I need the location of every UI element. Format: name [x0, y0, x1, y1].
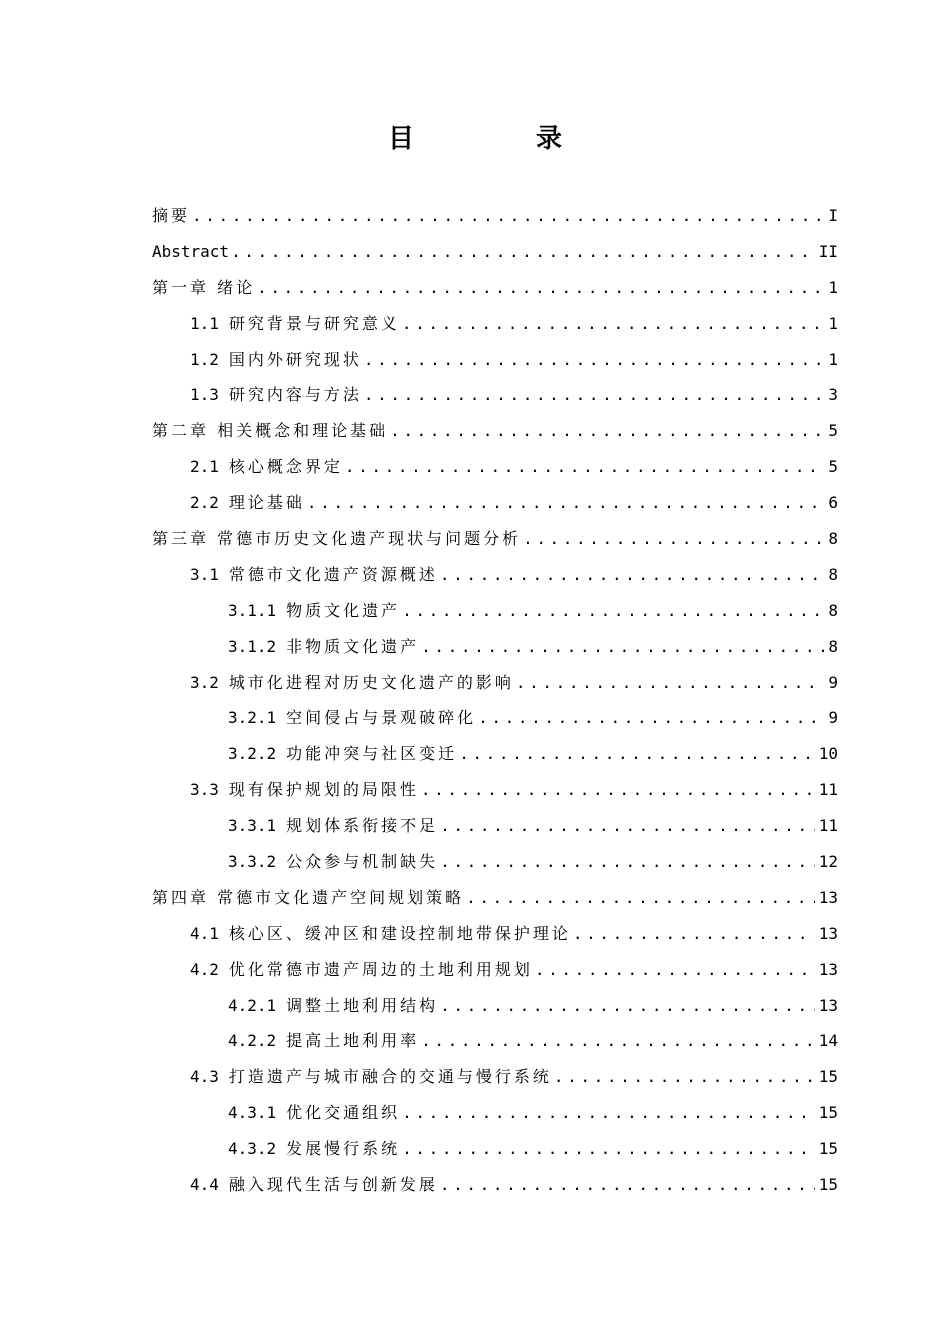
toc-entry[interactable]: [0, 449, 950, 485]
toc-entry-number: 4.3.1: [228, 1103, 277, 1123]
toc-entry-page: 1: [828, 349, 838, 369]
toc-entry-number: 1.3: [190, 385, 219, 405]
toc-entry-title: 物质文化遗产: [286, 600, 401, 620]
toc-entry-page: 9: [828, 672, 838, 692]
toc-entry-title: 摘要: [152, 205, 191, 225]
toc-entry-number: 4.2: [190, 959, 219, 979]
toc-entry-page: 8: [828, 564, 838, 584]
dot-leader: [345, 457, 824, 477]
toc-entry-page: 3: [828, 385, 838, 405]
toc-entry-title: 研究背景与研究意义: [228, 313, 400, 333]
dot-leader: [307, 493, 824, 513]
toc-entry-number: 3.1.2: [228, 636, 277, 656]
toc-entry-page: 8: [828, 600, 838, 620]
toc-entry-number: 3.3.1: [228, 816, 277, 836]
dot-leader: [364, 385, 824, 405]
toc-entry-page: 13: [818, 995, 838, 1015]
toc-entry-number: 3.2.1: [228, 708, 277, 728]
toc-entry-page: 11: [818, 816, 838, 836]
dot-leader: [554, 1067, 815, 1087]
dot-leader: [440, 565, 824, 585]
toc-entry-page: 10: [818, 744, 838, 764]
toc-entry[interactable]: [0, 1023, 950, 1059]
toc-entry[interactable]: [0, 413, 950, 449]
toc-entry[interactable]: [0, 198, 950, 234]
dot-leader: [573, 924, 815, 944]
toc-entry-page: 1: [828, 277, 838, 297]
toc-entry-page: 13: [818, 959, 838, 979]
toc-entry-page: 13: [818, 887, 838, 907]
toc-entry[interactable]: [0, 808, 950, 844]
toc-entry-page: 15: [818, 1103, 838, 1123]
toc-entry-page: 8: [828, 528, 838, 548]
page-title: 目 录: [387, 124, 610, 154]
toc-entry-number: 4.1: [190, 923, 219, 943]
toc-entry-title: 常德市文化遗产资源概述: [228, 564, 438, 584]
dot-leader: [516, 673, 824, 693]
toc-entry-number: 4.4: [190, 1174, 219, 1194]
toc-entry-title: 国内外研究现状: [228, 349, 362, 369]
toc-entry-title: 核心概念界定: [228, 457, 343, 477]
toc-entry-title: Abstract: [152, 241, 230, 261]
dot-leader: [478, 708, 824, 728]
dot-leader: [231, 242, 815, 262]
toc-entry-page: 5: [828, 421, 838, 441]
toc-entry[interactable]: [0, 736, 950, 772]
toc-entry-title: 功能冲突与社区变迁: [286, 744, 458, 764]
toc-entry[interactable]: [0, 988, 950, 1024]
dot-leader: [421, 637, 824, 657]
toc-entry-number: 4.2.2: [228, 1031, 277, 1051]
toc-entry-title: 优化交通组织: [286, 1103, 401, 1123]
toc-entry[interactable]: [0, 772, 950, 808]
toc-entry[interactable]: [0, 1059, 950, 1095]
toc-entry-title: 打造遗产与城市融合的交通与慢行系统: [228, 1067, 552, 1087]
toc-entry[interactable]: [0, 1095, 950, 1131]
toc-entry-title: 核心区、缓冲区和建设控制地带保护理论: [228, 923, 571, 943]
toc-entry-number: 1.1: [190, 313, 219, 333]
toc-entry[interactable]: [0, 916, 950, 952]
toc-entry-page: 15: [818, 1174, 838, 1194]
toc-entry-page: 8: [828, 636, 838, 656]
toc-entry-page: 14: [818, 1031, 838, 1051]
dot-leader: [535, 960, 815, 980]
toc-entry[interactable]: [0, 1131, 950, 1167]
toc-entry[interactable]: [0, 665, 950, 701]
toc-entry-page: I: [828, 205, 838, 225]
toc-entry-title: 非物质文化遗产: [286, 636, 420, 656]
toc-entry[interactable]: [0, 557, 950, 593]
toc-entry-number: 4.2.1: [228, 995, 277, 1015]
dot-leader: [390, 421, 824, 441]
toc-entry[interactable]: [0, 593, 950, 629]
toc-entry-page: 13: [818, 923, 838, 943]
dot-leader: [440, 852, 815, 872]
toc-entry-number: 4.3: [190, 1067, 219, 1087]
toc-entry-title: 空间侵占与景观破碎化: [286, 708, 477, 728]
dot-leader: [402, 314, 824, 334]
toc-entry-title: 理论基础: [228, 493, 305, 513]
dot-leader: [402, 601, 824, 621]
toc-entry-number: 3.1: [190, 564, 219, 584]
toc-entry-title: 融入现代生活与创新发展: [228, 1174, 438, 1194]
toc-entry-title: 规划体系衔接不足: [286, 816, 439, 836]
toc-entry-page: 1: [828, 313, 838, 333]
toc-entry-number: 3.1.1: [228, 600, 277, 620]
toc-entry-page: 11: [818, 780, 838, 800]
dot-leader: [459, 744, 815, 764]
dot-leader: [466, 888, 815, 908]
dot-leader: [257, 278, 824, 298]
toc-entry-title: 第二章 相关概念和理论基础: [152, 421, 389, 441]
toc-entry[interactable]: [0, 880, 950, 916]
toc-entry-title: 公众参与机制缺失: [286, 851, 439, 871]
toc-entry-title: 第三章 常德市历史文化遗产现状与问题分析: [152, 528, 522, 548]
toc-entry-number: 3.3.2: [228, 851, 277, 871]
toc-entry-number: 4.3.2: [228, 1139, 277, 1159]
toc-entry-title: 调整土地利用结构: [286, 995, 439, 1015]
toc-entry-number: 3.2.2: [228, 744, 277, 764]
toc-entry[interactable]: [0, 700, 950, 736]
dot-leader: [440, 1175, 815, 1195]
toc-entry[interactable]: [0, 270, 950, 306]
toc-entry[interactable]: [0, 234, 950, 270]
toc-entry-title: 城市化进程对历史文化遗产的影响: [228, 672, 514, 692]
dot-leader: [192, 206, 824, 226]
dot-leader: [421, 780, 815, 800]
toc-entry-number: 3.2: [190, 672, 219, 692]
toc-entry[interactable]: [0, 342, 950, 378]
toc-entry[interactable]: [0, 629, 950, 665]
toc-entry[interactable]: [0, 521, 950, 557]
dot-leader: [402, 1103, 815, 1123]
toc-entry-number: 2.1: [190, 457, 219, 477]
toc-entry[interactable]: [0, 485, 950, 521]
toc-entry-number: 1.2: [190, 349, 219, 369]
table-of-contents: [0, 198, 950, 1203]
toc-entry-number: 3.3: [190, 780, 219, 800]
toc-entry-number: 2.2: [190, 493, 219, 513]
toc-entry-title: 发展慢行系统: [286, 1139, 401, 1159]
toc-entry-title: 第一章 绪论: [152, 277, 256, 297]
toc-entry-page: 6: [828, 493, 838, 513]
toc-entry[interactable]: [0, 952, 950, 988]
toc-entry[interactable]: [0, 377, 950, 413]
dot-leader: [421, 1031, 815, 1051]
dot-leader: [364, 350, 824, 370]
toc-entry-page: II: [818, 241, 838, 261]
toc-entry-title: 现有保护规划的局限性: [228, 780, 419, 800]
dot-leader: [440, 816, 815, 836]
toc-entry-title: 优化常德市遗产周边的土地利用规划: [228, 959, 533, 979]
toc-entry-page: 15: [818, 1139, 838, 1159]
toc-entry[interactable]: [0, 306, 950, 342]
toc-entry[interactable]: [0, 1167, 950, 1203]
toc-entry-page: 9: [828, 708, 838, 728]
toc-entry-page: 15: [818, 1067, 838, 1087]
dot-leader: [523, 529, 824, 549]
toc-entry-title: 提高土地利用率: [286, 1031, 420, 1051]
dot-leader: [440, 996, 815, 1016]
toc-entry-title: 第四章 常德市文化遗产空间规划策略: [152, 887, 465, 907]
dot-leader: [402, 1139, 815, 1159]
toc-entry[interactable]: [0, 844, 950, 880]
toc-entry-page: 12: [818, 851, 838, 871]
toc-entry-page: 5: [828, 457, 838, 477]
toc-entry-title: 研究内容与方法: [228, 385, 362, 405]
